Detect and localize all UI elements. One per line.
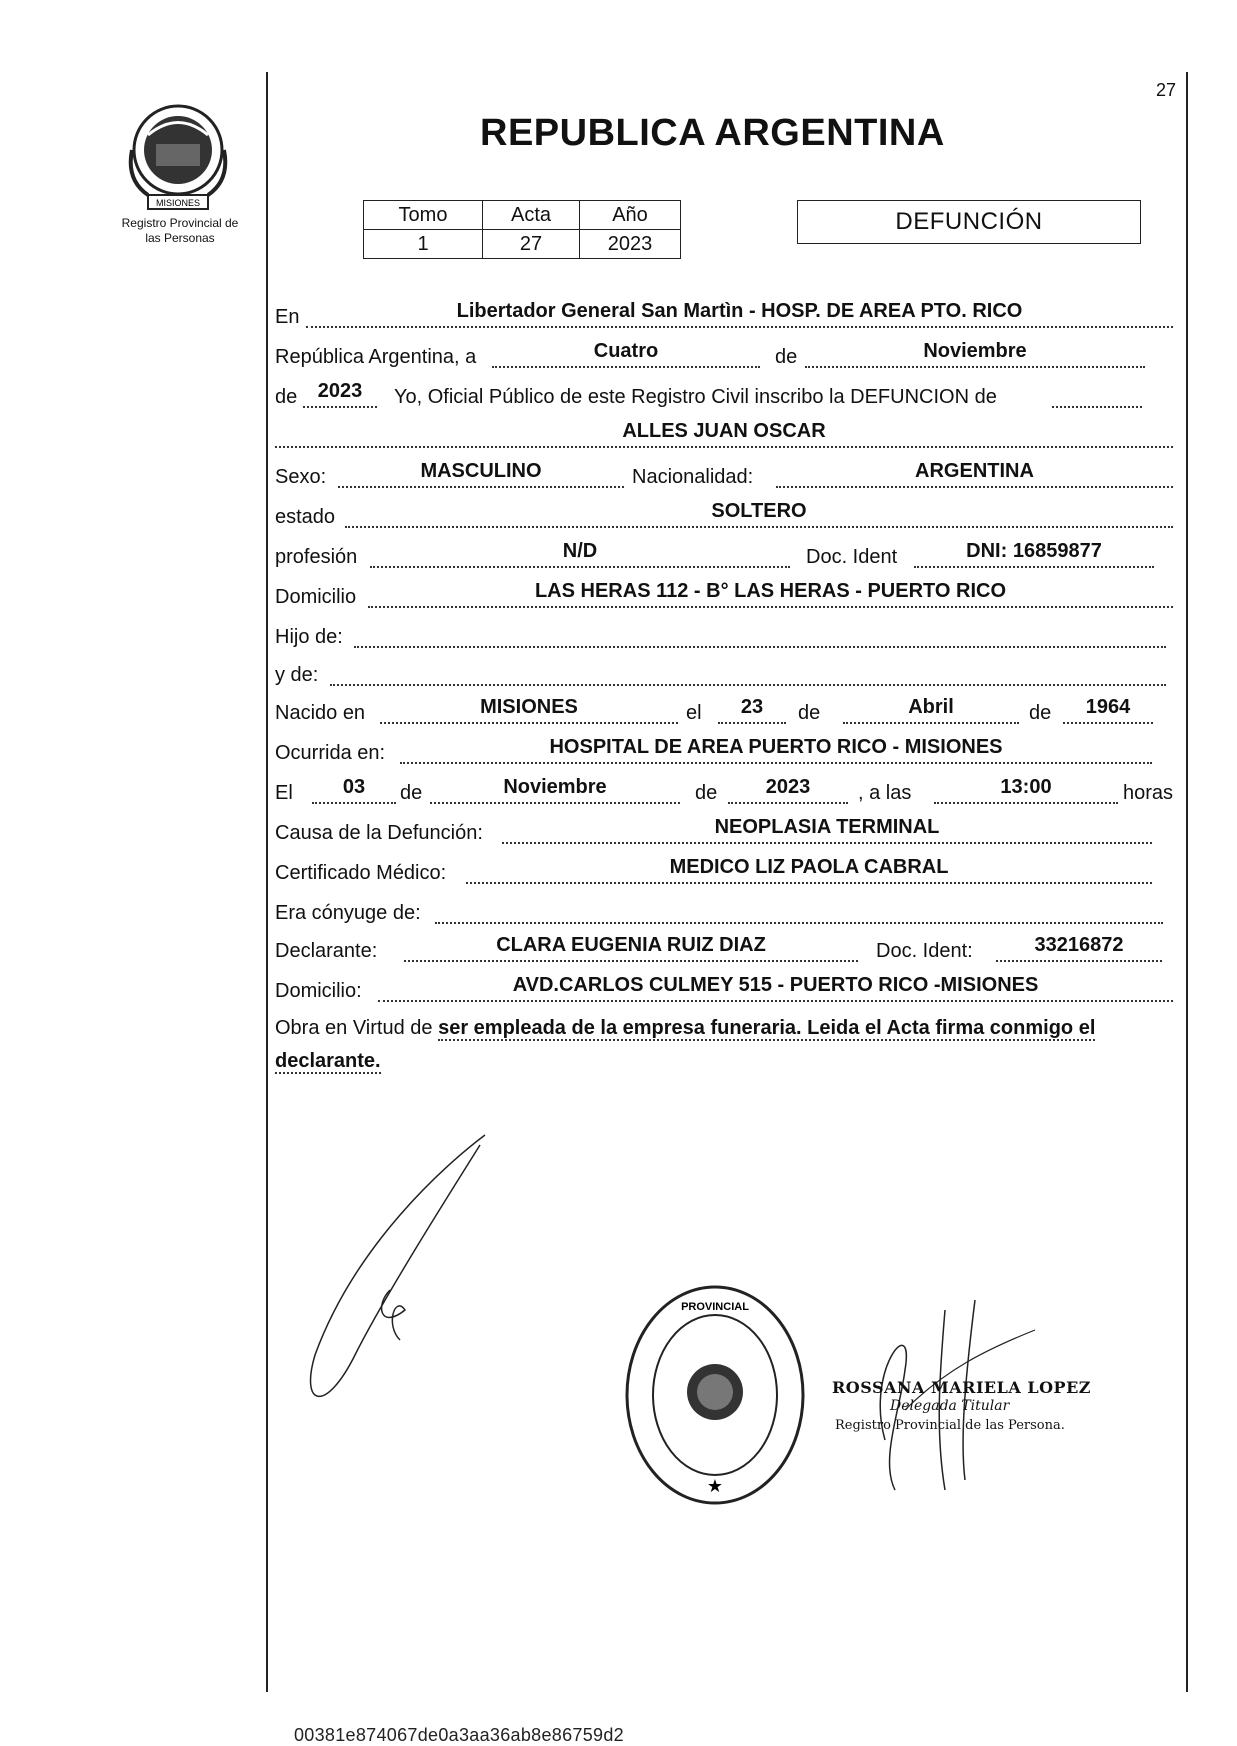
tomo-header: Tomo: [364, 201, 483, 230]
death-year-field: 2023: [728, 774, 848, 804]
org-name: [94, 216, 266, 246]
official-name: ROSSANA MARIELA LOPEZ: [832, 1378, 1091, 1397]
decl-domicilio-field: AVD.CARLOS CULMEY 515 - PUERTO RICO -MISIONES: [378, 972, 1173, 1002]
obra-paragraph: [275, 1012, 1185, 1078]
estado-label: estado: [275, 506, 336, 528]
alas-label: , a las: [858, 782, 912, 804]
left-margin-line: [266, 72, 268, 1692]
decl-domicilio-label: Domicilio:: [275, 980, 362, 1002]
obra-label: Obra en Virtud de: [275, 1017, 433, 1039]
el2-label: El: [275, 782, 293, 804]
nacido-label: Nacido en: [275, 702, 366, 724]
obra-text: ser empleada de la empresa funeraria. Leida el Acta firma conmigo el declarante.: [275, 1017, 1096, 1072]
svg-text:MISIONES: MISIONES: [155, 198, 201, 208]
profesion-label: profesión: [275, 546, 358, 568]
document-hash: 00381e874067de0a3aa36ab8e86759d2: [294, 1725, 624, 1745]
nacionalidad-field: ARGENTINA: [776, 458, 1173, 488]
estado-field: SOLTERO: [345, 498, 1173, 528]
declarante-label: Declarante:: [275, 940, 378, 962]
el-label: el: [686, 702, 702, 724]
doc-label: Doc. Ident: [806, 546, 898, 568]
day-field: Cuatro: [492, 338, 760, 368]
de-label-2: de: [275, 386, 298, 408]
ano-value: 2023: [580, 230, 681, 259]
conyuge-field: [435, 894, 1163, 924]
folio-number: 27: [1156, 80, 1177, 100]
declarant-signature-icon: [295, 1125, 495, 1425]
certificado-label: Certificado Médico:: [275, 862, 447, 884]
de-label-1: de: [775, 346, 798, 368]
causa-field: NEOPLASIA TERMINAL: [502, 814, 1152, 844]
conyuge-label: Era cónyuge de:: [275, 902, 421, 924]
page-title: REPUBLICA ARGENTINA: [480, 112, 945, 154]
official-seal-icon: [620, 1280, 810, 1510]
decl-doc-label: Doc. Ident:: [876, 940, 973, 962]
right-margin-line: [1186, 72, 1188, 1692]
record-table: [363, 200, 681, 259]
death-time-field: 13:00: [934, 774, 1118, 804]
death-month-field: Noviembre: [430, 774, 680, 804]
declarante-field: CLARA EUGENIA RUIZ DIAZ: [404, 932, 858, 962]
yde-field: [330, 656, 1166, 686]
decl-doc-field: 33216872: [996, 932, 1162, 962]
official-org: Registro Provincial de las Persona.: [835, 1418, 1065, 1433]
official-role: Delegada Titular: [890, 1398, 1010, 1414]
republica-label: República Argentina, a: [275, 346, 477, 368]
ocurrida-label: Ocurrida en:: [275, 742, 386, 764]
de-label-6: de: [695, 782, 718, 804]
hijo-label: Hijo de:: [275, 626, 343, 648]
domicilio-label: Domicilio: [275, 586, 357, 608]
org-line-2: las Personas: [145, 231, 215, 245]
death-day-field: 03: [312, 774, 396, 804]
province-emblem-icon: [118, 90, 238, 220]
en-label: En: [275, 306, 300, 328]
domicilio-field: LAS HERAS 112 - B° LAS HERAS - PUERTO RICO: [368, 578, 1173, 608]
de-label-5: de: [400, 782, 423, 804]
acta-value: 27: [483, 230, 580, 259]
profesion-field: N/D: [370, 538, 790, 568]
birth-day-field: 23: [718, 694, 786, 724]
sexo-label: Sexo:: [275, 466, 327, 488]
svg-text:PROVINCIAL: PROVINCIAL: [681, 1301, 749, 1313]
acta-header: Acta: [483, 201, 580, 230]
ocurrida-field: HOSPITAL DE AREA PUERTO RICO - MISIONES: [400, 734, 1152, 764]
nacido-field: MISIONES: [380, 694, 678, 724]
inscribo-text: Yo, Oficial Público de este Registro Civil inscribo la DEFUNCION de: [394, 386, 997, 408]
deceased-name-field: ALLES JUAN OSCAR: [275, 418, 1173, 448]
org-line-1: Registro Provincial de: [121, 216, 239, 230]
year-field: 2023: [303, 378, 377, 408]
horas-label: horas: [1123, 782, 1174, 804]
birth-year-field: 1964: [1063, 694, 1153, 724]
place-field: Libertador General San Martìn - HOSP. DE AREA PTO. RICO: [306, 298, 1173, 328]
certificado-field: MEDICO LIZ PAOLA CABRAL: [466, 854, 1152, 884]
sexo-field: MASCULINO: [338, 458, 624, 488]
causa-label: Causa de la Defunción:: [275, 822, 483, 844]
nacionalidad-label: Nacionalidad:: [632, 466, 754, 488]
record-type-box: DEFUNCIÓN: [797, 200, 1141, 244]
hijo-field: [354, 618, 1166, 648]
ano-header: Año: [580, 201, 681, 230]
doc-field: DNI: 16859877: [914, 538, 1154, 568]
tomo-value: 1: [364, 230, 483, 259]
svg-text:★: ★: [706, 1476, 724, 1496]
de-label-3: de: [798, 702, 821, 724]
de-label-4: de: [1029, 702, 1052, 724]
inscribo-blank: [1052, 378, 1142, 408]
birth-month-field: Abril: [843, 694, 1019, 724]
month-field: Noviembre: [805, 338, 1145, 368]
yde-label: y de:: [275, 664, 319, 686]
